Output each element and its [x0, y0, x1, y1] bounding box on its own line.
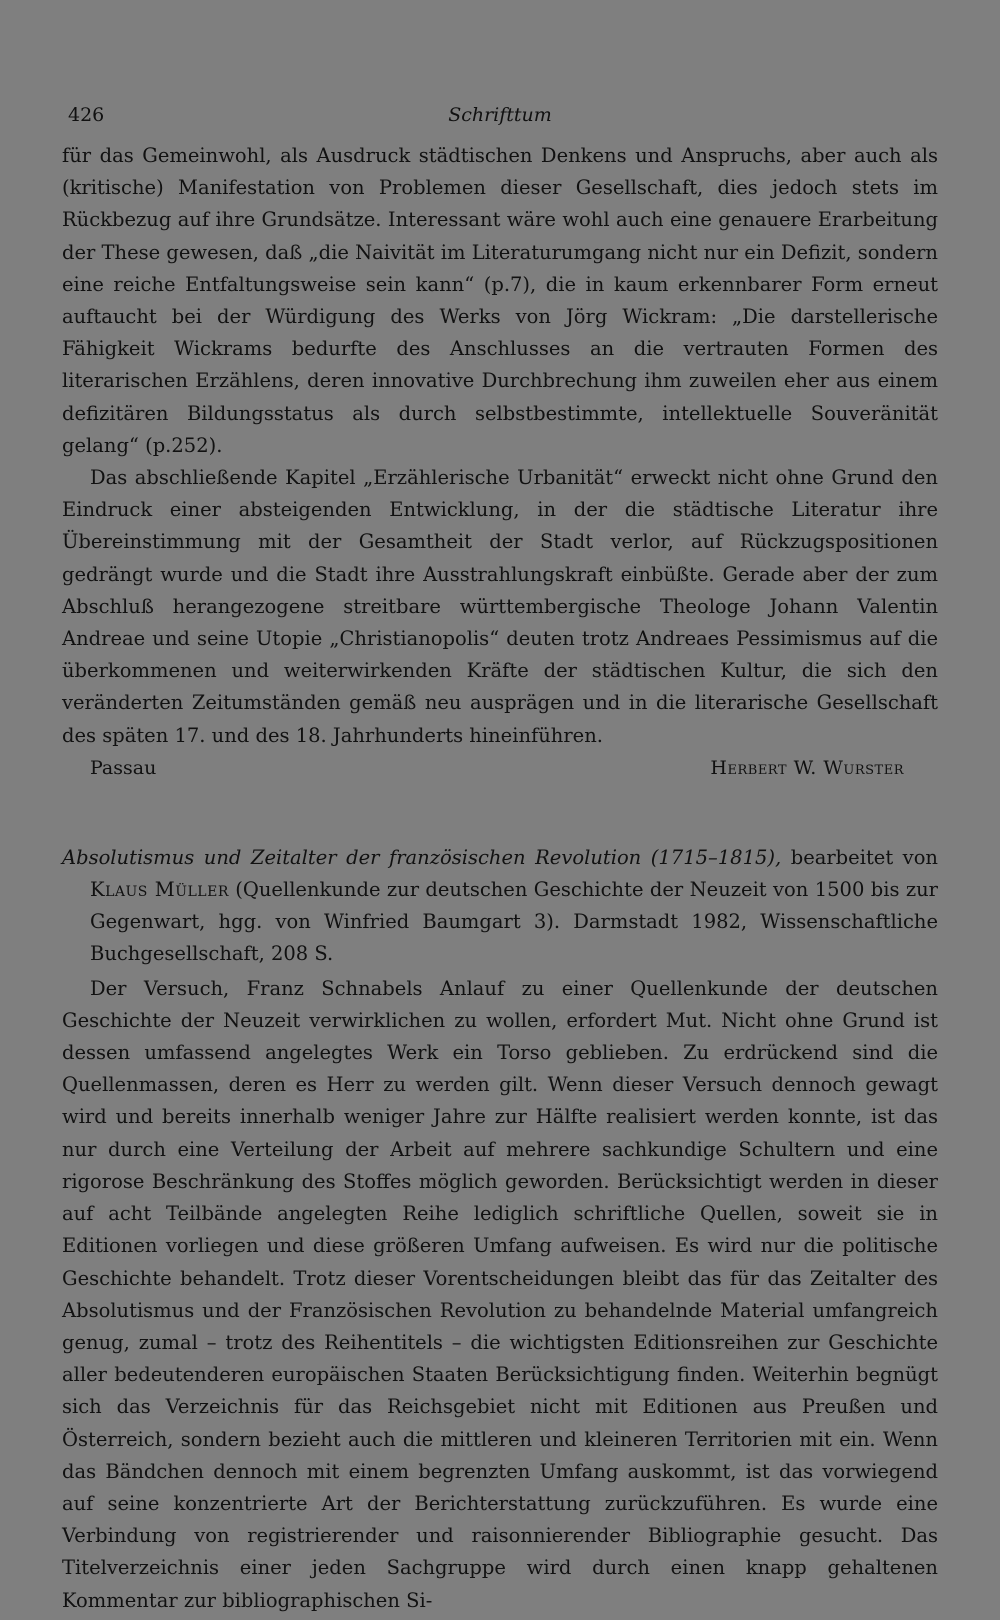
biblio-connector: bearbeitet von [781, 845, 938, 869]
review-body [62, 973, 938, 1617]
paragraph: für das Gemeinwohl, als Ausdruck städtischen Denkens und Anspruchs, aber auch als (kritische) Manifestation von Problemen dieser Gesellschaft, dies jedoch stets im Rückbezug auf ihre Grundsätze. Interessant wäre wohl auch eine genauere Erarbeitung der These gewesen, daß „die Naivität im Literaturumgang nicht nur ein Defizit, sondern eine reiche Entfaltungsweise sein kann“ (p.7), die in kaum erkennbarer Form erneut auftaucht bei der Würdigung des Werks von Jörg Wickram: „Die darstellerische Fähigkeit Wickrams bedurfte des Anschlusses an die vertrauten Formen des literarischen Erzählens, deren innovative Durchbrechung ihm zuweilen eher aus einem defizitären Bildungsstatus als durch selbstbestimmte, intellektuelle Souveränität gelang“ (p.252). [62, 144, 938, 457]
paragraph: Das abschließende Kapitel „Erzählerische Urbanität“ erweckt nicht ohne Grund den Eindruck einer absteigenden Entwicklung, in der die städtische Literatur ihre Übereinstimmung mit der Gesamtheit der Stadt verlor, auf Rückzugspositionen gedrängt wurde und die Stadt ihre Ausstrahlungskraft einbüßte. Gerade aber der zum Abschluß herangezogene streitbare württembergische Theologe Johann Valentin Andreae und seine Utopie „Christianopolis“ deuten trotz Andreaes Pessimismus auf die überkommenen und weiterwirkenden Kräfte der städtischen Kultur, die sich den veränderten Zeitumständen gemäß neu ausprägen und in die literarische Gesellschaft des späten 17. und des 18. Jahrhunderts hineinführen. [62, 466, 938, 747]
review-entry [62, 842, 938, 1617]
biblio-details: (Quellenkunde zur deutschen Geschichte der Neuzeit von 1500 bis zur Gegenwart, hgg. von Winfried Baumgart 3). Darmstadt 1982, Wissenschaftliche Buchgesellschaft, 208 S. [90, 878, 938, 966]
running-title: Schrifttum [448, 104, 552, 126]
page-number: 426 [68, 104, 105, 126]
bibliographic-entry [62, 842, 938, 971]
reviewer-name: Herbert W. Wurster [710, 756, 904, 779]
book-editor: Klaus Müller [90, 878, 229, 902]
book-title: Absolutismus und Zeitalter der französischen Revolution (1715–1815), [62, 845, 782, 869]
paragraph: Der Versuch, Franz Schnabels Anlauf zu einer Quellenkunde der deutschen Geschichte der Neuzeit verwirklichen zu wollen, erfordert Mut. Nicht ohne Grund ist dessen umfassend angelegtes Werk ein Torso geblieben. Zu erdrückend sind die Quellenmassen, deren es Herr zu werden gilt. Wenn dieser Versuch dennoch gewagt wird und bereits innerhalb weniger Jahre zur Hälfte realisiert werden konnte, ist das nur durch eine Verteilung der Arbeit auf mehrere sachkundige Schultern und eine rigorose Beschränkung des Stoffes möglich geworden. Berücksichtigt werden in dieser auf acht Teilbände angelegten Reihe lediglich schriftliche Quellen, soweit sie in Editionen vorliegen und diese größeren Umfang aufweisen. Es wird nur die politische Geschichte behandelt. Trotz dieser Vorentscheidungen bleibt das für das Zeitalter des Absolutismus und der Französischen Revolution zu behandelnde Material umfangreich genug, zumal – trotz des Reihentitels – die wichtigsten Editionsreihen zur Geschichte aller bedeutenderen europäischen Staaten Berücksichtigung finden. Weiterhin begnügt sich das Verzeichnis für das Reichsgebiet nicht mit Editionen aus Preußen und Österreich, sondern bezieht auch die mittleren und kleineren Territorien mit ein. Wenn das Bändchen dennoch mit einem begrenzten Umfang auskommt, ist das vorwiegend auf seine konzentrierte Art der Berichterstattung zurückzuführen. Es wurde eine Verbindung von registrierender und raisonnierender Bibliographie gesucht. Das Titelverzeichnis einer jeden Sachgruppe wird durch einen knapp gehaltenen Kommentar zur bibliographischen Si- [62, 976, 938, 1612]
review-signature [62, 752, 938, 784]
review-place: Passau [90, 756, 157, 779]
page-header [62, 100, 938, 140]
review-continuation [62, 140, 938, 784]
page [62, 100, 938, 1617]
